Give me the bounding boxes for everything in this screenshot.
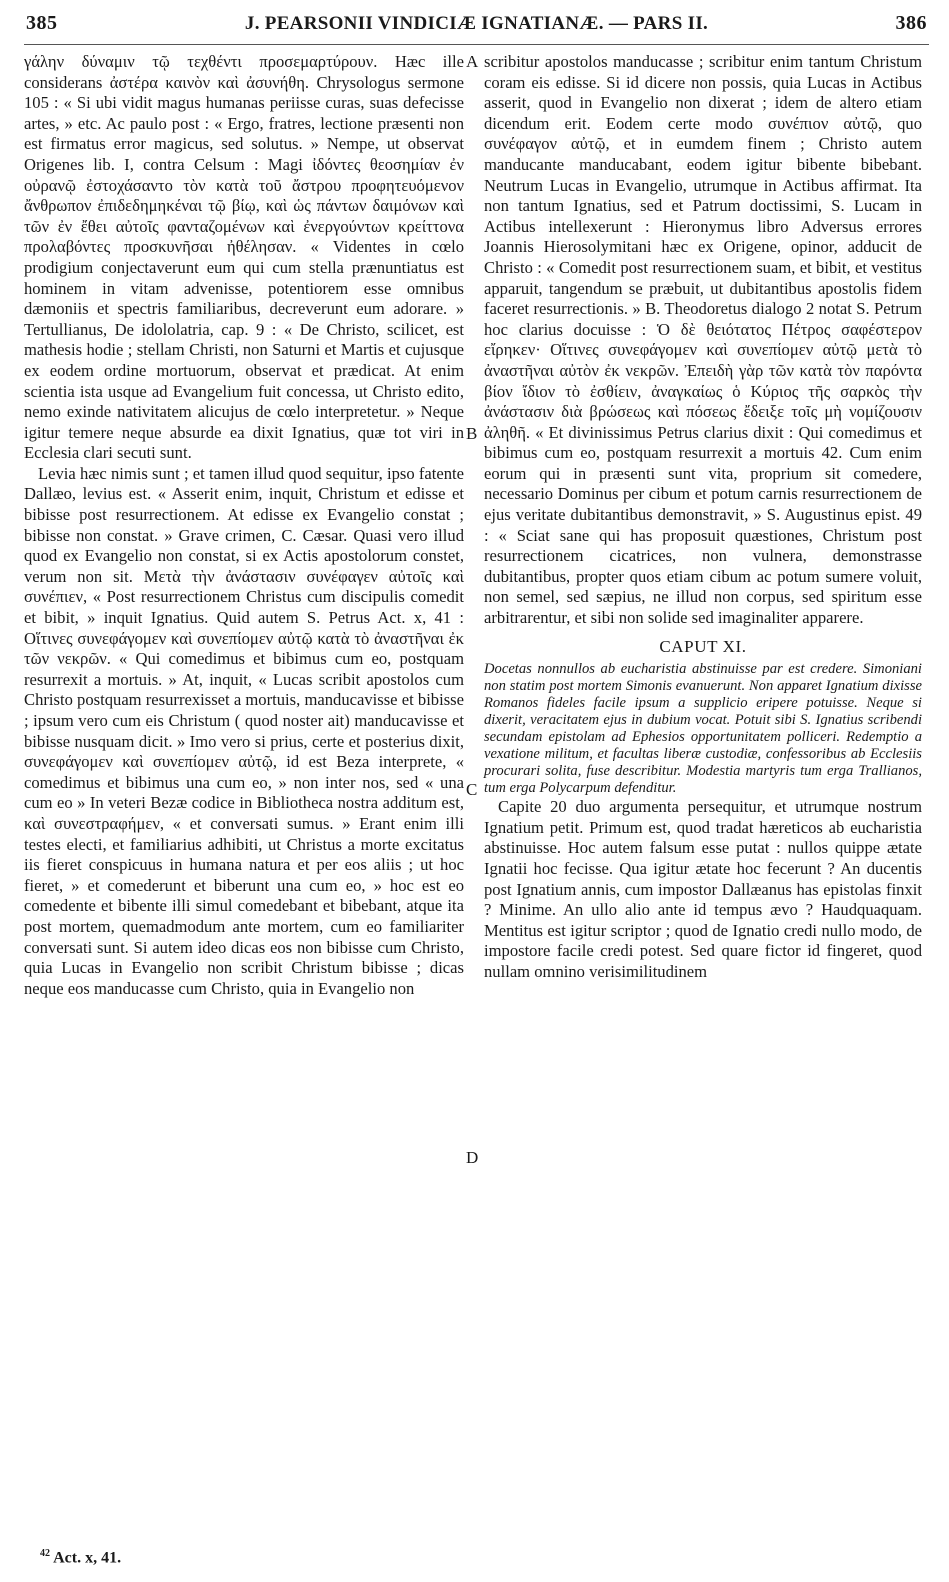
right-column — [484, 52, 922, 983]
page-number-right: 386 — [895, 12, 927, 34]
chapter-heading: CAPUT XI. — [659, 636, 747, 656]
footnote-text: Act. x, 41. — [53, 1549, 122, 1567]
right-paragraph-2: Capite 20 duo argumenta persequitur, et utrumque nostrum Ignatium petit. Primum est, quod tradat hæreticos ab eucharistia abstinuisse. Hoc autem falsum esse putat : nullos quippe ætate Ignatii hoc fecisse. Qua igitur ætate hoc fecerunt ? An ducentis post Ignatium annis, cum impostor Dallæanus has epistolas finxit ? Minime. An ullo alio ante id tempus ævo ? Haudquaquam. Mentitus est igitur scriptor ; quod de Ignatio credi nullo modo, de impostore facile credi potest. Sed quare fictor id fingeret, quod nullam omnino verisimilitudinem — [484, 797, 922, 981]
margin-letter-d: D — [466, 1148, 479, 1167]
header-rule — [24, 44, 929, 45]
margin-letter-a: A — [466, 52, 479, 71]
page-number-left: 385 — [26, 12, 58, 34]
left-column — [24, 52, 464, 999]
left-paragraph-2: Levia hæc nimis sunt ; et tamen illud quod sequitur, ipso fatente Dallæo, levius est. « Asserit enim, inquit, Christum et edisse et bibisse post resurrectionem. At edisse ex Evangelio constat ; bibisse non constat. » Grave crimen, C. Cæsar. Quasi vero illud quod ex Evangelio non constat, si ex Actis apostolorum constet, verum non sit. Μετὰ τὴν ἀνάστασιν συνέφαγεν αὐτοῖς καὶ συνέπιεν, « Post resurrectionem Christus cum discipulis comedit et bibit, » inquit Ignatius. Quid autem S. Petrus Act. x, 41 : Οἵτινες συνεφάγομεν καὶ συνεπίομεν αὐτῷ κατὰ τὸ ἀναστῆναι ἐκ τῶν νεκρῶν. « Qui comedimus et bibimus cum eo, postquam resurrexit a mortuis. » At, inquit, « Lucas scribit apostolos cum Christo postquam resurrexisset a mortuis, manducavisse et bibisse ; ipsum vero cum eis Christum ( quod noster ait) manducavisse et bibisse nusquam dicit. » Imo vero si prius, certe et posterius dixit, συνεφάγομεν καὶ συνεπίομεν αὐτῷ, id est Beza interprete, « comedimus et bibimus una cum eo, » non inter nos, sed « una cum eo » In veteri Bezæ codice in Bibliotheca nostra additum est, καὶ συνεστραφήμεν, « et conversati sumus. » Erant enim illi testes electi, et familiarius adhibiti, ut Christus a morte excitatus iis fieret conspicuus in humana natura et per eos aliis ; ut hoc fieret, » et comederunt et biberunt una cum eo, » hoc est eo comedente et bibente illi simul comedebant et bibebant, atque ita post mortem, quemadmodum ante mortem, cum eo familiariter conversati sunt. Si autem ideo dicas eos non bibisse cum Christo, quia Lucas in Evangelio non scribit Christum bibisse ; dicas neque eos manducasse cum Christo, quia in Evangelio non — [24, 463, 464, 998]
right-paragraph-1: scribitur apostolos manducasse ; scribitur enim tantum Christum coram eis edisse. Si id dicere non possis, quia Lucas in Actibus asserit, quod in Evangelio non dixerat ; idem de altero etiam dicendum erit. Eodem certe modo συνέπιον αὐτῷ, quo συνέφαγον αὐτῷ, et in eumdem finem ; Christo autem manducante manducabant, eodem igitur bibente bibebant. Neutrum Lucas in Evangelio, utrumque in Actibus affirmat. Ita non tantum Ignatius, sed et Patrum doctissimi, S. Lucam in Actibus intellexerunt : Hieronymus libro Adversus errores Joannis Hierosolymitani hæc ex Origene, opinor, adducit de Christo : « Comedit post resurrectionem suam, et bibit, et vestitus apparuit, tangendum se præbuit, ut dubitantibus apostolis fidem faceret resurrectionis. » B. Theodoretus dialogo 2 notat S. Petrum hoc clarius docuisse : Ὁ δὲ θειότατος Πέτρος σαφέστερον εἴρηκεν· Οἵτινες συνεφάγομεν καὶ συνεπίομεν αὐτῷ μετὰ τὸ ἀναστῆναι αὐτὸν ἐκ νεκρῶν. Ἐπειδὴ γὰρ τῶν κατὰ τὸν παρόντα βίον ἴδιον τὸ ἐσθίειν, ἀναγκαίως ὁ Κύριος τῆς σαρκὸς τὴν ἀνάστασιν διὰ βρώσεως καὶ πόσεως ἔδειξε τοῖς μὴ νομίζουσιν ἀληθῆ. « Et divinissimus Petrus clarius dixit : Qui comedimus et bibimus cum eo, postquam resurrexit a mortuis 42. Cum enim eorum qui in præsenti sunt vita, proprium sit comedere, necessario Dominus per cibum et potum carnis resurrectionem de ejus veritate dubitantibus demonstravit, » S. Augustinus epist. 49 : « Sciat sane qui has proposuit quæstiones, Christum post resurrectionem cicatrices, non vulnera, demonstrasse dubitantibus, propter quos etiam cibum ac potum sumere voluit, non semel, sed sæpius, ne illud non corpus, sed spiritum esse arbitrarentur, et sibi non solide sed imaginaliter apparere. — [484, 52, 922, 628]
chapter-summary: Docetas nonnullos ab eucharistia abstinuisse par est credere. Simoniani non statim post mortem Simonis evanuerunt. Non apparet Ignatium dixisse Romanos fideles facile ipsum a supplicio eripere potuisse. Neque si dixerit, veracitatem ejus in dubium vocat. Potuit sibi S. Ignatius scribendi secundam epistolam ad Ephesios opportunitatem polliceri. Redemptio a vexatione militum, et facultas liberæ custodiæ, confessoribus ab Ecclesiis procurari solita, fuse describitur. Modestia martyris tum erga Trallianos, tum erga Polycarpum defenditur. — [484, 661, 922, 797]
left-paragraph-1: γάλην δύναμιν τῷ τεχθέντι προσεμαρτύρουν. Hæc ille considerans ἀστέρα καινὸν καὶ ἀσυνήθη. Chrysologus sermone 105 : « Si ubi vidit magus humanas periisse curas, suas defecisse artes, » etc. Ac paulo post : « Ergo, fratres, lectione præsenti non est firmatus error magicus, sed solutus. » Nempe, ut observat Origenes lib. I, contra Celsum : Magi ἰδόντες θεοσημίαν ἐν οὐρανῷ ἐστοχάσαντο τὸν κατὰ τοῦ ἄστρου προφητευόμενον ἄνθρωπον ἐπιδεδημηκέναι τῷ βίῳ, καὶ ὡς πάντων δαιμόνων καὶ τῶν ἐν ἔθει αὐτοῖς φανταζομένων καὶ ἐνεργούντων κρείττονα προλαβόντες προσκυνῆσαι ἠθέλησαν. « Videntes in cœlo prodigium conjectaverunt eum qui cum stella prænuntiatus est hominem in vitam advenisse, potentiorem esse omnibus dæmoniis et spectris familiaribus, decreverunt eum adorare. » Tertullianus, De idololatria, cap. 9 : « De Christo, scilicet, est mathesis hodie ; stellam Christi, non Saturni et Martis et cujusque ex eodem ordine mortuorum, observat et prædicat. At enim scientia ista usque ad Evangelium fuit concessa, ut Christo edito, nemo exinde nativitatem alicujus de cœlo interpretetur. » Neque igitur temere neque absurde ea dixit Ignatius, quæ tot viri in Ecclesia clari secuti sunt. — [24, 52, 464, 463]
footnote — [40, 1548, 121, 1567]
margin-letter-c: C — [466, 780, 478, 799]
margin-letter-b: B — [466, 424, 478, 443]
running-title: J. PEARSONII VINDICIÆ IGNATIANÆ. — PARS II. — [244, 13, 709, 34]
footnote-number: 42 — [40, 1548, 50, 1559]
running-header — [26, 12, 927, 42]
